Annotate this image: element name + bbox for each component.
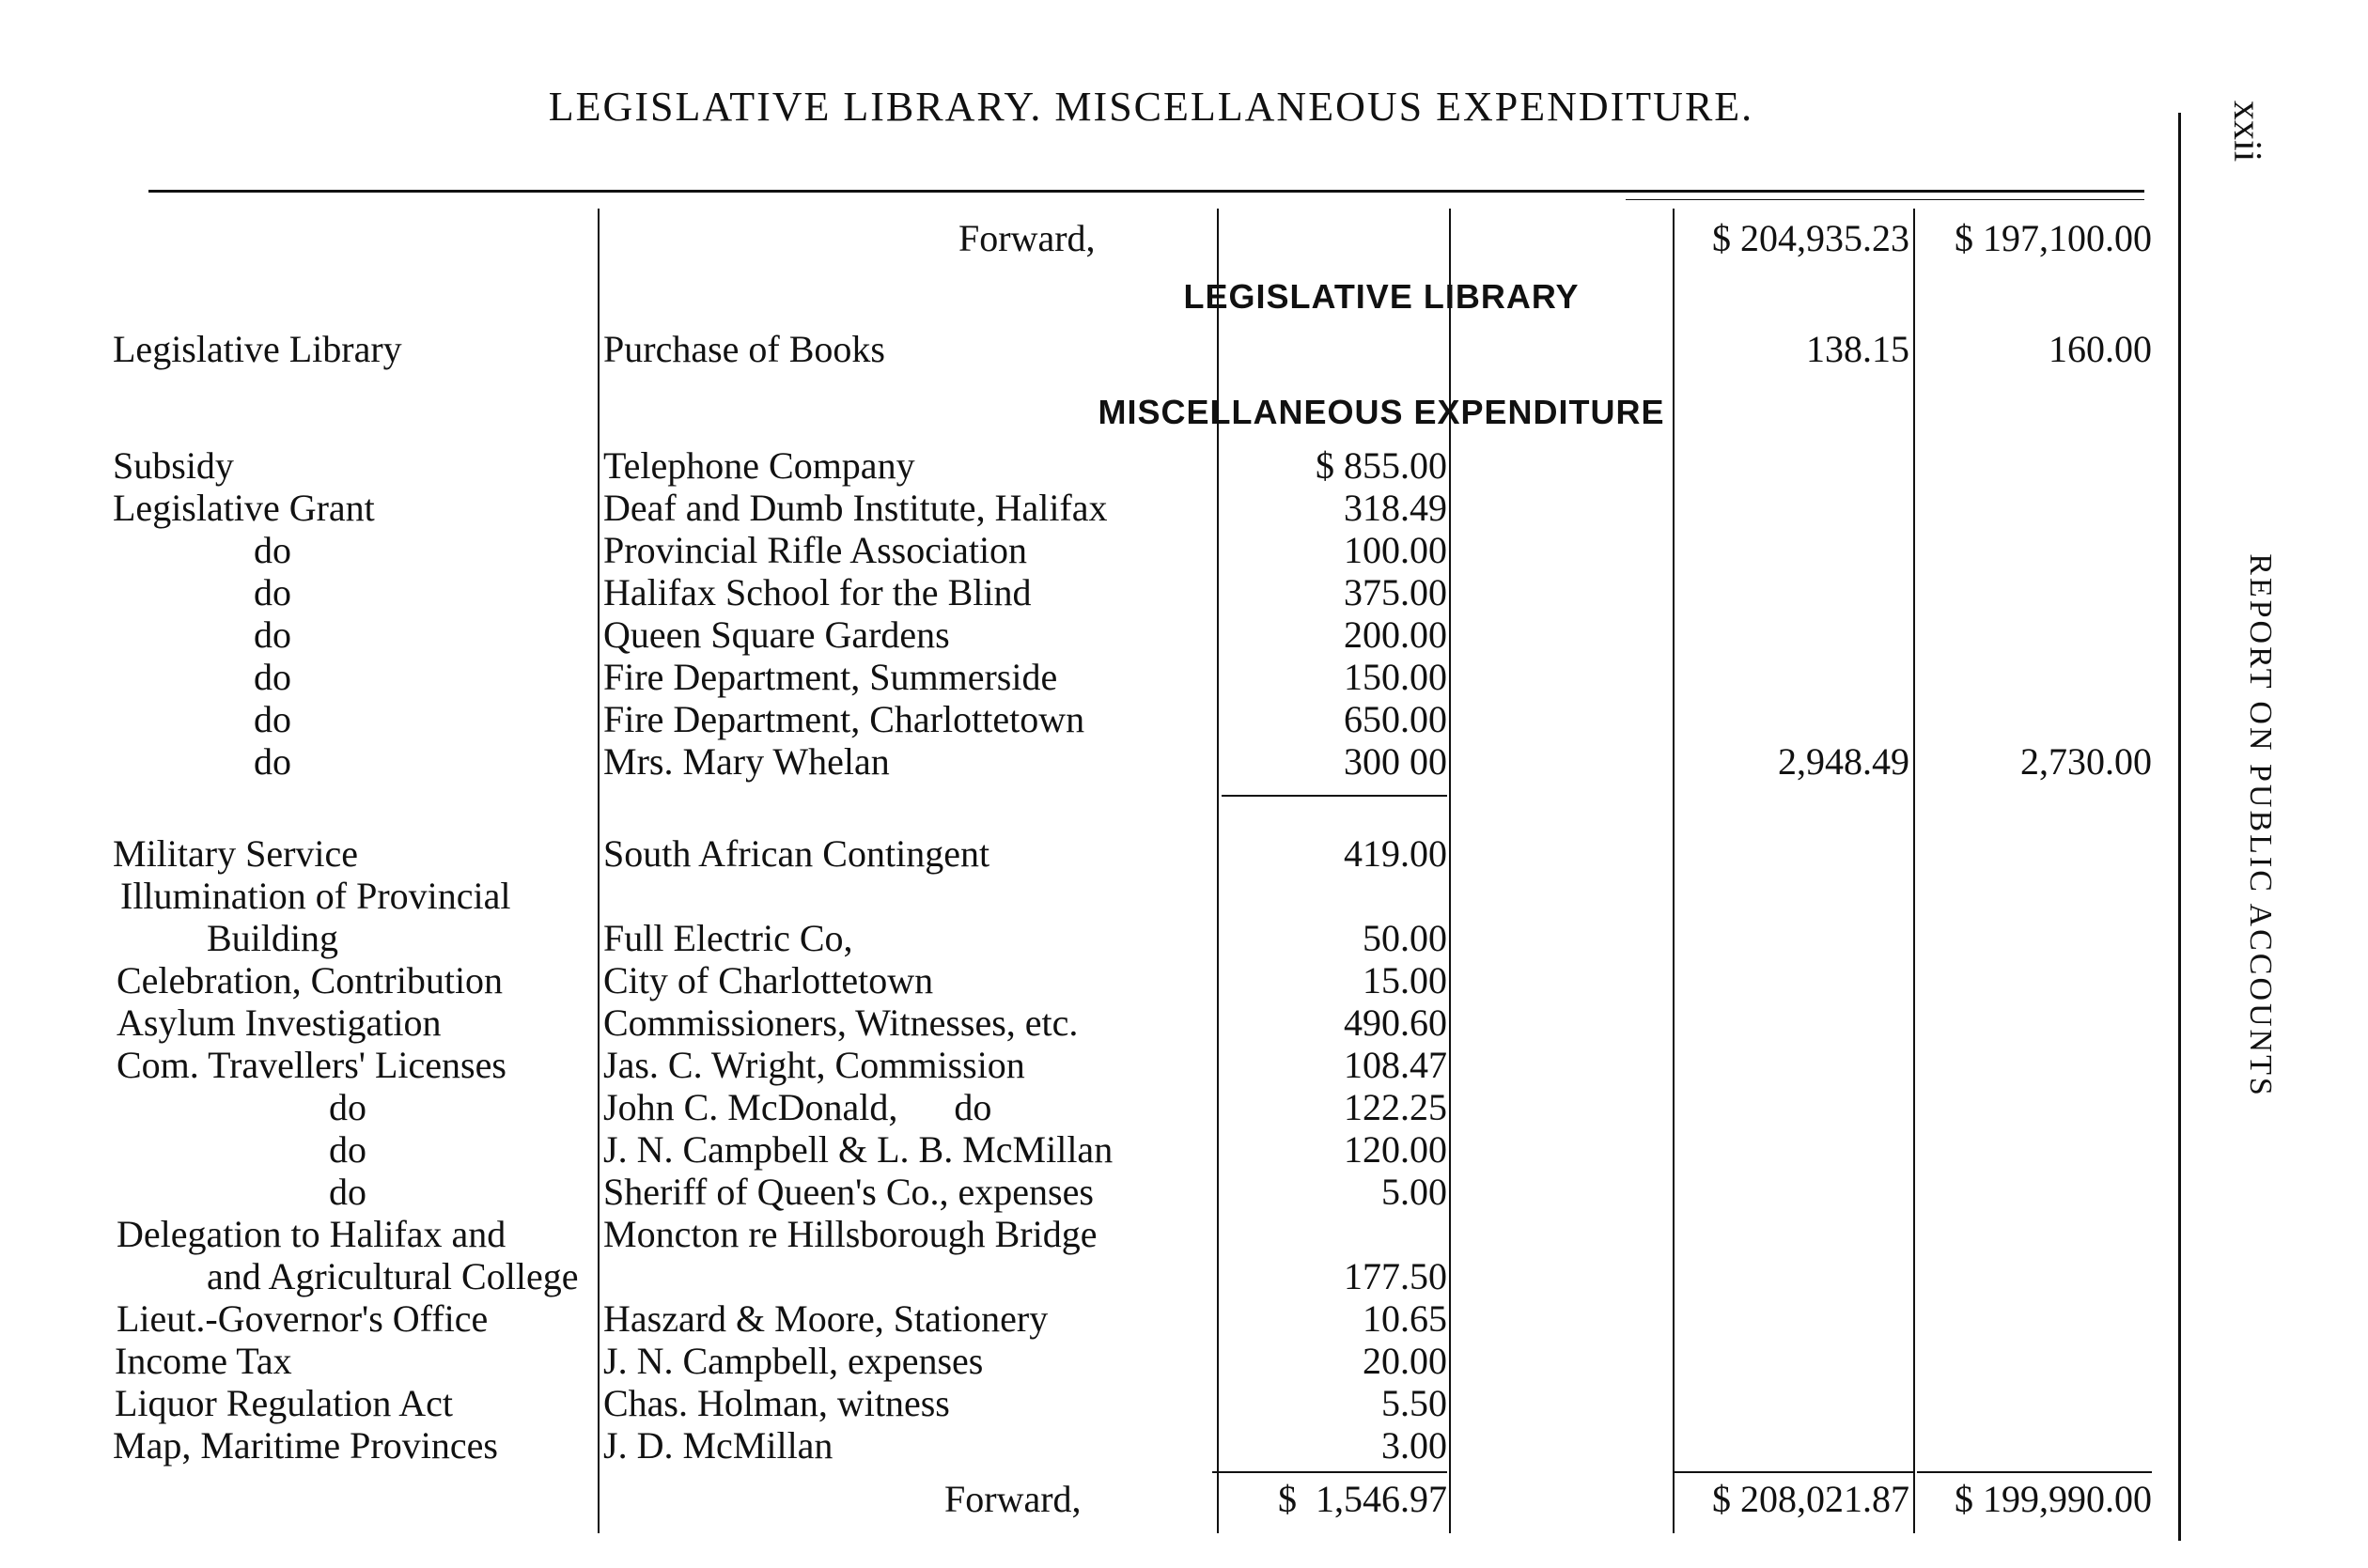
forward-col5: $ 199,990.00 <box>1955 1478 2152 1520</box>
row-classification: Building <box>207 917 339 959</box>
table-row <box>0 697 2180 740</box>
row-classification: and Agricultural College <box>207 1255 579 1297</box>
row-classification: do <box>254 571 291 613</box>
table-row <box>0 1423 2180 1467</box>
row-col4: 2,948.49 <box>1778 740 1909 783</box>
table-row <box>0 1127 2180 1171</box>
row-amount: 10.65 <box>1363 1297 1447 1340</box>
row-classification: do <box>254 656 291 698</box>
row-payee: Jas. C. Wright, Commission <box>603 1044 1025 1086</box>
forward-row-bottom <box>0 1477 2180 1520</box>
page-title: LEGISLATIVE LIBRARY. MISCELLANEOUS EXPENDITURE. <box>548 84 1754 130</box>
forward-col4: $ 204,935.23 <box>1712 217 1909 259</box>
row-classification: Legislative Grant <box>113 487 375 529</box>
table-row <box>0 1254 2180 1297</box>
row-classification: Asylum Investigation <box>117 1001 442 1044</box>
row-payee: City of Charlottetown <box>603 959 934 1001</box>
table-row <box>0 613 2180 656</box>
row-amount: 5.50 <box>1381 1382 1447 1424</box>
row-amount: 100.00 <box>1344 529 1447 571</box>
page-number: xxii <box>2225 101 2268 163</box>
row-payee: Full Electric Co, <box>603 917 853 959</box>
row-amount: 300 00 <box>1344 740 1447 783</box>
row-amount: 150.00 <box>1344 656 1447 698</box>
row-payee: Deaf and Dumb Institute, Halifax <box>603 487 1108 529</box>
row-amount: 177.50 <box>1344 1255 1447 1297</box>
table-row <box>0 1339 2180 1382</box>
row-classification: Liquor Regulation Act <box>115 1382 453 1424</box>
row-classification: Delegation to Halifax and <box>117 1213 506 1255</box>
section-heading-misc: MISCELLANEOUS EXPENDITURE <box>1098 393 1665 431</box>
row-classification: do <box>254 740 291 783</box>
row-classification: Subsidy <box>113 444 234 487</box>
subtotal-rule <box>1222 795 1447 797</box>
row-payee: Commissioners, Witnesses, etc. <box>603 1001 1079 1044</box>
row-payee: Chas. Holman, witness <box>603 1382 950 1424</box>
row-classification: Com. Travellers' Licenses <box>117 1044 506 1086</box>
row-amount: 375.00 <box>1344 571 1447 613</box>
total-rule-col5 <box>1917 1471 2152 1473</box>
table-row <box>0 1170 2180 1213</box>
row-payee: Purchase of Books <box>603 328 885 370</box>
row-amount: $ 855.00 <box>1316 444 1447 487</box>
row-payee: Provincial Rifle Association <box>603 529 1028 571</box>
row-payee: J. D. McMillan <box>603 1424 833 1467</box>
row-amount: 490.60 <box>1344 1001 1447 1044</box>
row-amount: 120.00 <box>1344 1128 1447 1171</box>
table-row <box>0 739 2180 783</box>
forward-label: Forward, <box>944 1478 1082 1520</box>
forward-row-top <box>0 216 2180 259</box>
table-row <box>0 1001 2180 1044</box>
table-row <box>0 528 2180 571</box>
section-heading-library: LEGISLATIVE LIBRARY <box>1183 277 1580 316</box>
forward-amount: $ 1,546.97 <box>1278 1478 1447 1520</box>
table-row <box>0 874 2180 917</box>
row-payee: Fire Department, Summerside <box>603 656 1058 698</box>
total-rule-amount <box>1212 1471 1447 1473</box>
table-row <box>0 486 2180 529</box>
row-payee: Moncton re Hillsborough Bridge <box>603 1213 1098 1255</box>
table-row <box>0 1381 2180 1424</box>
forward-col4: $ 208,021.87 <box>1712 1478 1909 1520</box>
row-payee: Halifax School for the Blind <box>603 571 1032 613</box>
row-amount: 5.00 <box>1381 1171 1447 1213</box>
row-classification: do <box>254 698 291 740</box>
row-classification: Lieut.-Governor's Office <box>117 1297 489 1340</box>
row-amount: 15.00 <box>1363 959 1447 1001</box>
table-row <box>0 1043 2180 1086</box>
row-col5: 2,730.00 <box>2020 740 2152 783</box>
row-classification: Income Tax <box>115 1340 292 1382</box>
row-classification: do <box>329 1086 366 1128</box>
row-amount: 318.49 <box>1344 487 1447 529</box>
table-row <box>0 958 2180 1001</box>
row-payee: Sheriff of Queen's Co., expenses <box>603 1171 1094 1213</box>
row-payee: J. N. Campbell & L. B. McMillan <box>603 1128 1114 1171</box>
row-classification: Illumination of Provincial <box>120 875 511 917</box>
row-payee: Telephone Company <box>603 444 915 487</box>
table-row <box>0 327 2180 370</box>
row-classification: Military Service <box>113 832 359 875</box>
row-classification: Legislative Library <box>113 328 402 370</box>
table-row <box>0 831 2180 875</box>
row-payee: South African Contingent <box>603 832 990 875</box>
table-row <box>0 1212 2180 1255</box>
header-rule-thin <box>1626 199 2144 200</box>
row-payee: John C. McDonald, do <box>603 1086 992 1128</box>
row-payee: J. N. Campbell, expenses <box>603 1340 984 1382</box>
row-amount: 50.00 <box>1363 917 1447 959</box>
forward-col5: $ 197,100.00 <box>1955 217 2152 259</box>
row-col5: 160.00 <box>2049 328 2152 370</box>
row-classification: do <box>254 613 291 656</box>
row-classification: Map, Maritime Provinces <box>113 1424 498 1467</box>
row-classification: do <box>329 1171 366 1213</box>
row-classification: do <box>254 529 291 571</box>
row-payee: Queen Square Gardens <box>603 613 950 656</box>
row-payee: Mrs. Mary Whelan <box>603 740 890 783</box>
row-payee: Haszard & Moore, Stationery <box>603 1297 1049 1340</box>
table-row <box>0 1085 2180 1128</box>
row-classification: do <box>329 1128 366 1171</box>
table-row <box>0 443 2180 487</box>
row-amount: 419.00 <box>1344 832 1447 875</box>
row-classification: Celebration, Contribution <box>117 959 504 1001</box>
side-running-title: REPORT ON PUBLIC ACCOUNTS <box>2243 553 2278 1098</box>
row-amount: 20.00 <box>1363 1340 1447 1382</box>
row-amount: 3.00 <box>1381 1424 1447 1467</box>
header-rule <box>148 190 2144 193</box>
table-row <box>0 1296 2180 1340</box>
table-row <box>0 916 2180 959</box>
row-amount: 108.47 <box>1344 1044 1447 1086</box>
row-amount: 200.00 <box>1344 613 1447 656</box>
row-amount: 122.25 <box>1344 1086 1447 1128</box>
forward-label: Forward, <box>958 217 1096 259</box>
total-rule-col4 <box>1673 1471 1913 1473</box>
row-col4: 138.15 <box>1806 328 1909 370</box>
row-payee: Fire Department, Charlottetown <box>603 698 1085 740</box>
table-row <box>0 570 2180 613</box>
row-amount: 650.00 <box>1344 698 1447 740</box>
table-row <box>0 655 2180 698</box>
